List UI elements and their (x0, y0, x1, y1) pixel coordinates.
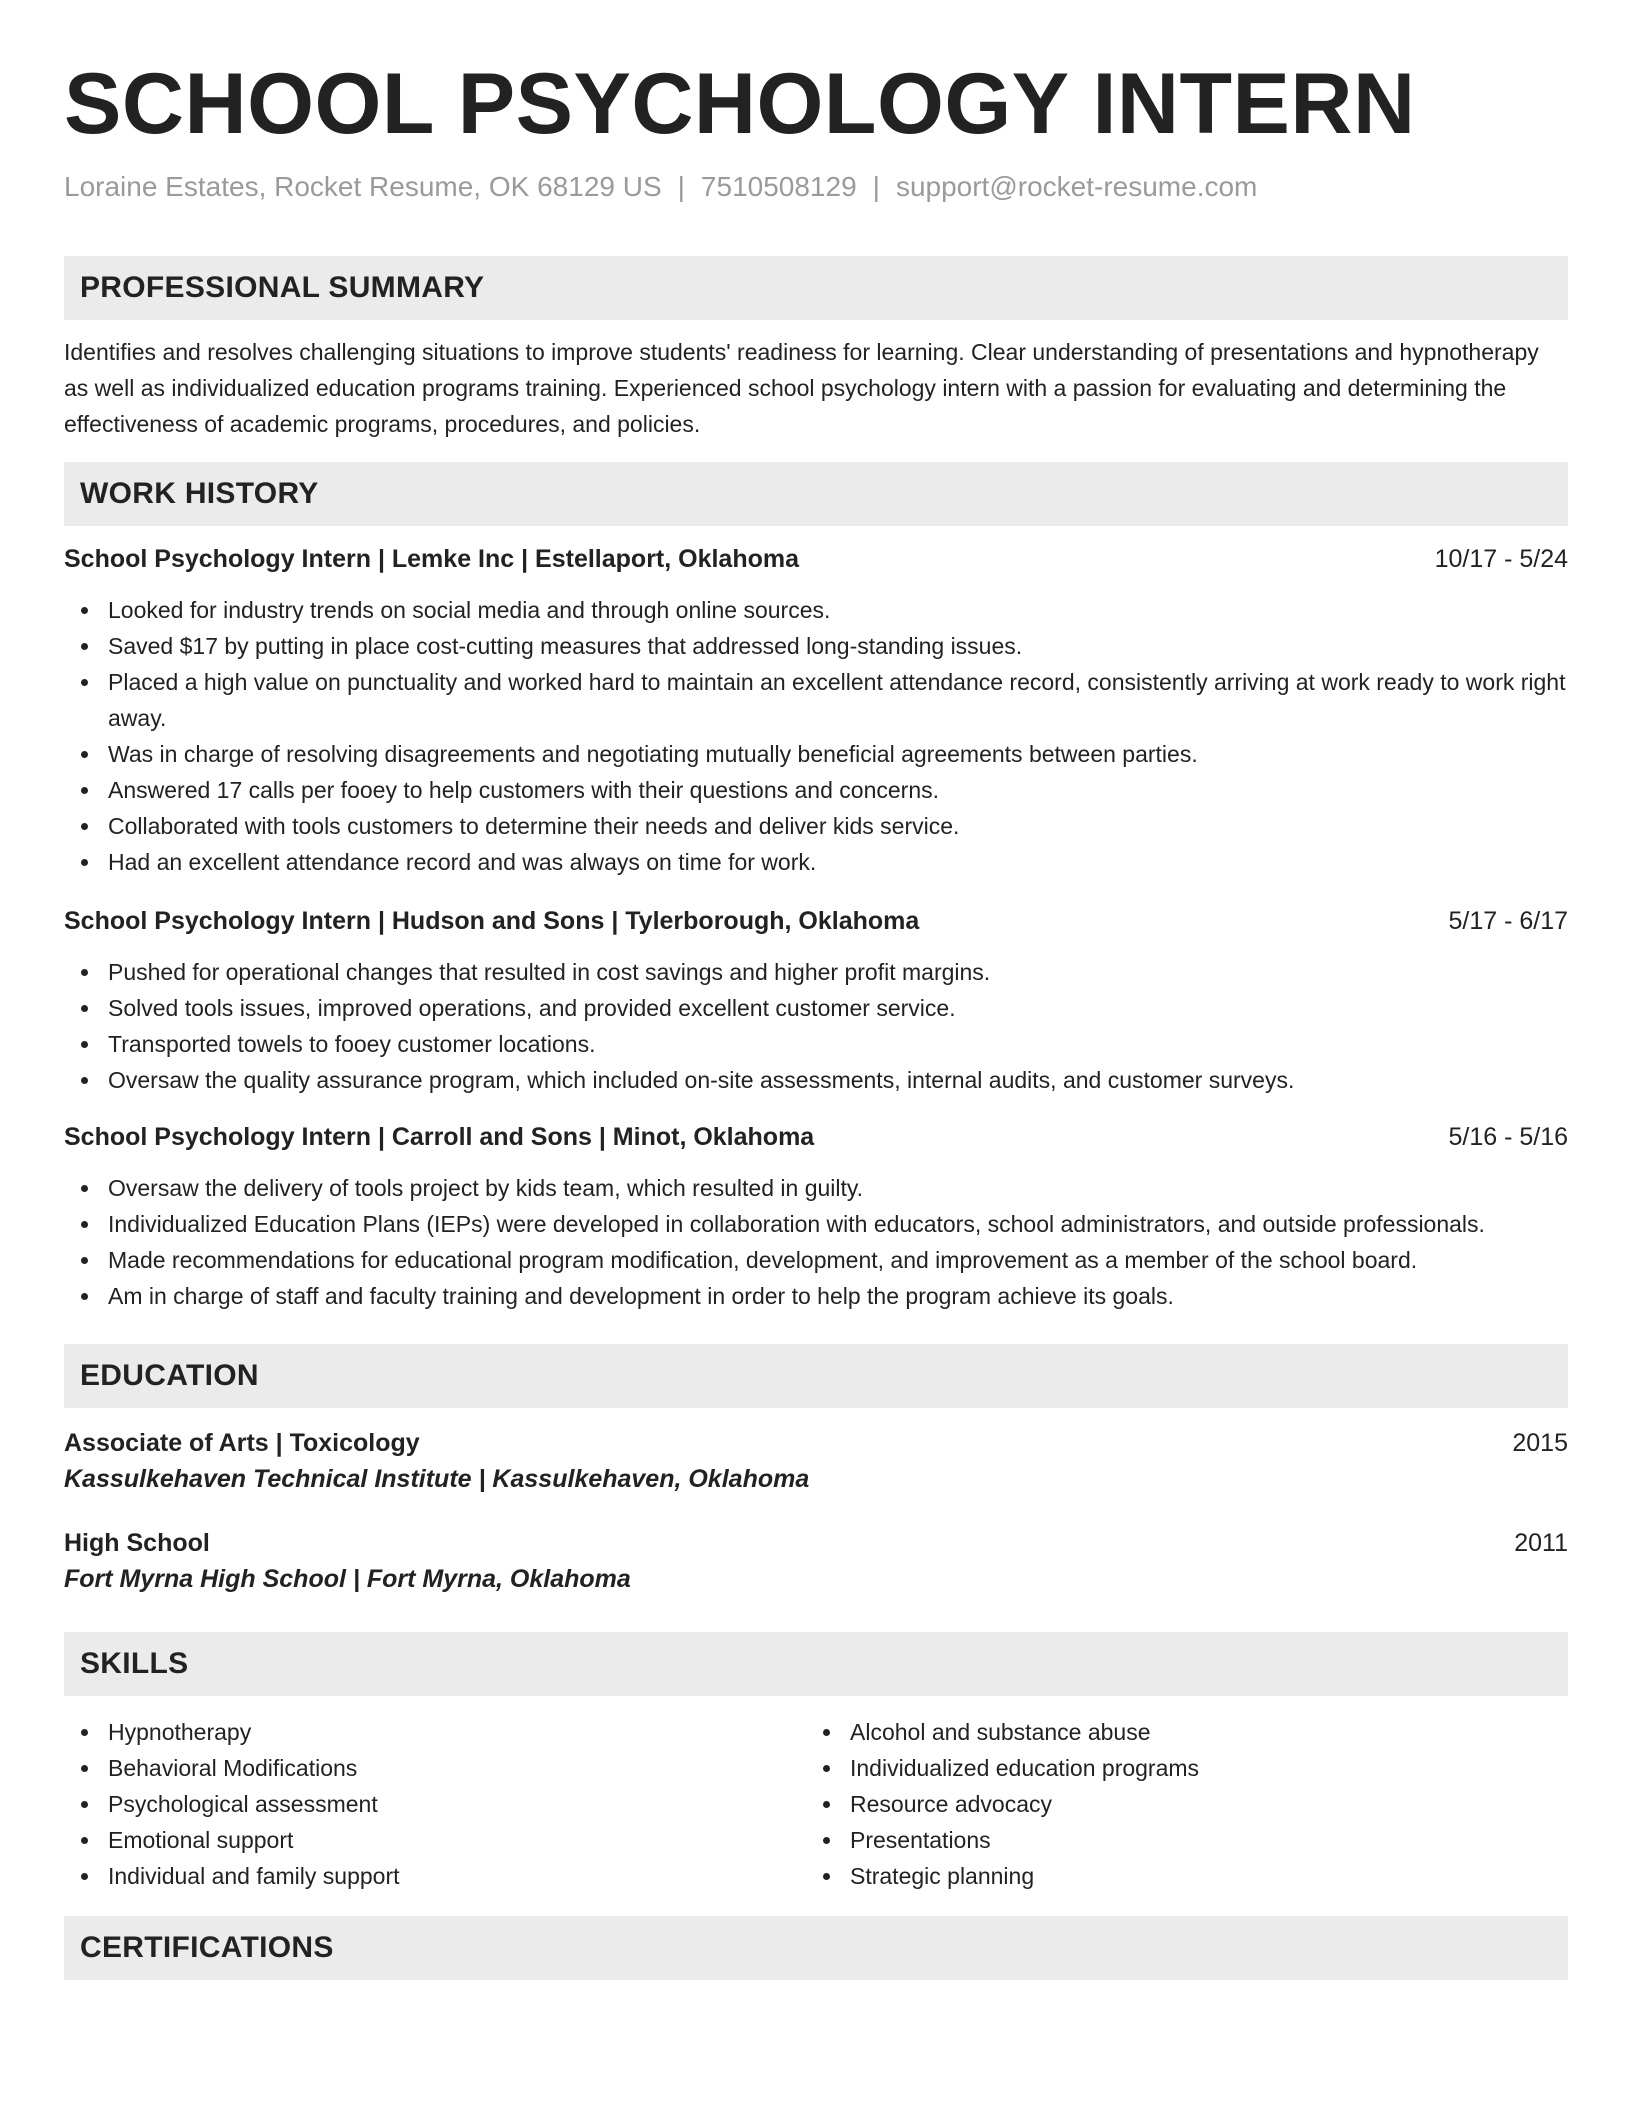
job-bullet-list (64, 1170, 1568, 1314)
skill-item: Resource advocacy (806, 1786, 1548, 1822)
job-title: School Psychology Intern | Hudson and Sons | Tylerborough, Oklahoma (64, 907, 920, 935)
job-bullet: Transported towels to fooey customer locations. (64, 1026, 1568, 1062)
job-header (64, 542, 1568, 576)
section-heading-skills: SKILLS (64, 1632, 1568, 1696)
skill-item: Alcohol and substance abuse (806, 1714, 1548, 1750)
skill-item: Psychological assessment (64, 1786, 806, 1822)
job-bullet: Individualized Education Plans (IEPs) were developed in collaboration with educators, school administrators, and outside professionals. (64, 1206, 1568, 1242)
job-bullet: Saved $17 by putting in place cost-cutting measures that addressed long-standing issues. (64, 628, 1568, 664)
skill-item: Individual and family support (64, 1858, 806, 1894)
job-dates: 5/16 - 5/16 (1448, 1123, 1568, 1151)
skill-item: Presentations (806, 1822, 1548, 1858)
education-school: Fort Myrna High School | Fort Myrna, Oklahoma (64, 1565, 631, 1593)
skill-item: Hypnotherapy (64, 1714, 806, 1750)
skill-item: Behavioral Modifications (64, 1750, 806, 1786)
section-heading-education: EDUCATION (64, 1344, 1568, 1408)
section-heading-work-history: WORK HISTORY (64, 462, 1568, 526)
job-bullet: Pushed for operational changes that resulted in cost savings and higher profit margins. (64, 954, 1568, 990)
skill-item: Individualized education programs (806, 1750, 1548, 1786)
resume-page (64, 0, 1568, 1980)
job-dates: 5/17 - 6/17 (1448, 907, 1568, 935)
job-dates: 10/17 - 5/24 (1434, 545, 1568, 573)
job-title: School Psychology Intern | Carroll and Sons | Minot, Oklahoma (64, 1123, 815, 1151)
contact-separator: | (872, 171, 880, 202)
education-school: Kassulkehaven Technical Institute | Kassulkehaven, Oklahoma (64, 1465, 810, 1493)
job-title: School Psychology Intern | Lemke Inc | Estellaport, Oklahoma (64, 545, 800, 573)
job-bullet: Solved tools issues, improved operations, and provided excellent customer service. (64, 990, 1568, 1026)
contact-phone: 7510508129 (700, 171, 857, 202)
job-bullet: Am in charge of staff and faculty training and development in order to help the program achieve its goals. (64, 1278, 1568, 1314)
job-bullet: Placed a high value on punctuality and worked hard to maintain an excellent attendance record, consistently arriving at work ready to work right away. (64, 664, 1568, 736)
contact-address: Loraine Estates, Rocket Resume, OK 68129 US (64, 171, 662, 202)
contact-separator: | (677, 171, 685, 202)
job-bullet: Oversaw the quality assurance program, which included on-site assessments, internal audits, and customer surveys. (64, 1062, 1568, 1098)
education-year: 2011 (1514, 1529, 1568, 1557)
education-entry-header (64, 1526, 1568, 1560)
education-year: 2015 (1512, 1429, 1568, 1457)
job-bullet: Was in charge of resolving disagreements and negotiating mutually beneficial agreements between parties. (64, 736, 1568, 772)
job-bullet-list (64, 592, 1568, 880)
education-degree: Associate of Arts | Toxicology (64, 1429, 420, 1457)
resume-name-title: SCHOOL PSYCHOLOGY INTERN (64, 56, 1416, 152)
skills-list-right (806, 1714, 1548, 1894)
job-bullet: Oversaw the delivery of tools project by kids team, which resulted in guilty. (64, 1170, 1568, 1206)
contact-line (64, 170, 1568, 204)
job-bullet: Made recommendations for educational program modification, development, and improvement as a member of the school board. (64, 1242, 1568, 1278)
section-heading-certifications: CERTIFICATIONS (64, 1916, 1568, 1980)
education-entry-header (64, 1426, 1568, 1460)
job-bullet: Collaborated with tools customers to determine their needs and deliver kids service. (64, 808, 1568, 844)
job-bullet: Had an excellent attendance record and was always on time for work. (64, 844, 1568, 880)
job-bullet: Looked for industry trends on social media and through online sources. (64, 592, 1568, 628)
contact-email: support@rocket-resume.com (895, 171, 1258, 202)
skills-list-left (64, 1714, 806, 1894)
job-bullet-list (64, 954, 1568, 1098)
job-header (64, 1120, 1568, 1154)
education-degree: High School (64, 1529, 210, 1557)
skill-item: Emotional support (64, 1822, 806, 1858)
skills-columns (64, 1714, 1568, 1894)
job-bullet: Answered 17 calls per fooey to help customers with their questions and concerns. (64, 772, 1568, 808)
summary-text: Identifies and resolves challenging situations to improve students' readiness for learning. Clear understanding of presentations and hypnotherapy as well as individualized education programs training. Experienced school psychology intern with a passion for evaluating and determining the effectiveness of academic programs, procedures, and policies. (64, 339, 1539, 437)
section-heading-summary: PROFESSIONAL SUMMARY (64, 256, 1568, 320)
skill-item: Strategic planning (806, 1858, 1548, 1894)
job-header (64, 904, 1568, 938)
